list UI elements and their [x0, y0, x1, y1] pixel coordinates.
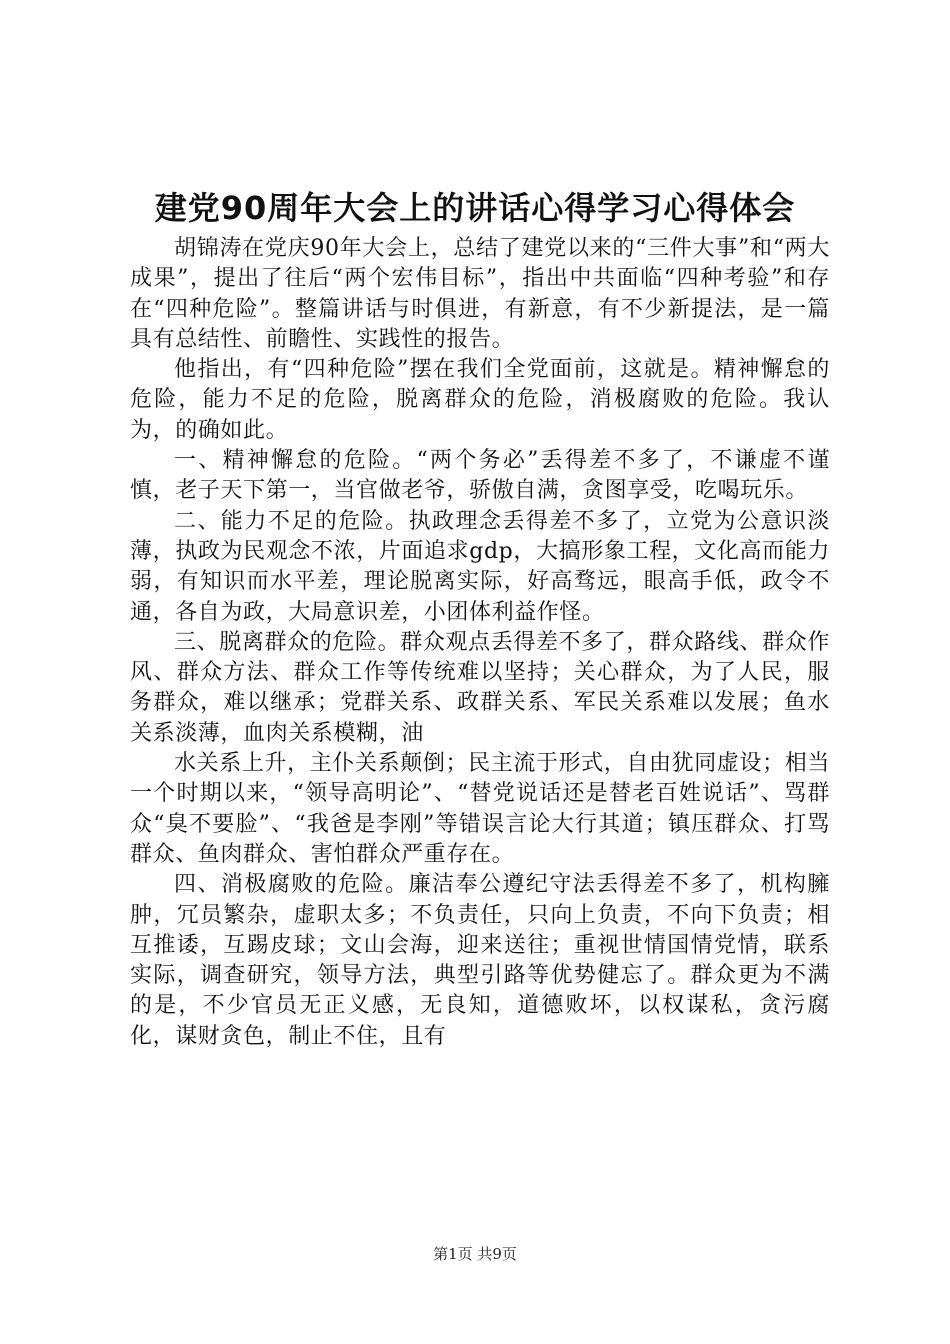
paragraph-four-dangers: 他指出，有“四种危险”摆在我们全党面前，这就是。精神懈怠的危险，能力不足的危险，脱离群众的危险，消极腐败的危险。我认为，的确如此。: [130, 357, 830, 443]
paragraph-danger-three: 三、脱离群众的危险。群众观点丢得差不多了，群众路线、群众作风、群众方法、群众工作等传统难以坚持；关心群众，为了人民，服务群众，难以继承；党群关系、政群关系、军民关系难以发展；鱼水关系淡薄，血肉关系模糊，油: [130, 629, 830, 746]
document-body: [130, 234, 830, 1052]
document-title: 建党90周年大会上的讲话心得学习心得体会: [154, 189, 796, 227]
paragraph-danger-four: 四、消极腐败的危险。廉洁奉公遵纪守法丢得差不多了，机构臃肿，冗员繁杂，虚职太多；不负责任，只向上负责，不向下负责；相互推诿，互踢皮球；文山会海，迎来送往；重视世情国情党情，联系实际，调查研究，领导方法，典型引路等优势健忘了。群众更为不满的是，不少官员无正义感，无良知，道德败坏，以权谋私，贪污腐化，谋财贪色，制止不住，且有: [130, 872, 830, 1049]
paragraph-danger-three-continued: 水关系上升，主仆关系颠倒；民主流于形式，自由犹同虚设；相当一个时期以来，“领导高明论”、“替党说话还是替老百姓说话”、骂群众“臭不要脸”、“我爸是李刚”等错误言论大行其道；镇压群众、打骂群众、鱼肉群众、害怕群众严重存在。: [130, 751, 830, 867]
paragraph-intro: 胡锦涛在党庆90年大会上，总结了建党以来的“三件大事”和“两大成果”，提出了往后“两个宏伟目标”，指出中共面临“四种考验”和存在“四种危险”。整篇讲话与时俱进，有新意，有不少新提法，是一篇具有总结性、前瞻性、实践性的报告。: [130, 236, 830, 352]
paragraph-danger-one: 一、精神懈怠的危险。“两个务必”丢得差不多了，不谦虚不谨慎，老子天下第一，当官做老爷，骄傲自满，贪图享受，吃喝玩乐。: [130, 448, 830, 504]
page-number-footer: 第1页 共9页: [433, 1245, 517, 1263]
paragraph-danger-two: 二、能力不足的危险。执政理念丢得差不多了，立党为公意识淡薄，执政为民观念不浓，片面追求gdp，大搞形象工程，文化高而能力弱，有知识而水平差，理论脱离实际，好高骛远，眼高手低，政令不通，各自为政，大局意识差，小团体利益作怪。: [130, 508, 830, 625]
